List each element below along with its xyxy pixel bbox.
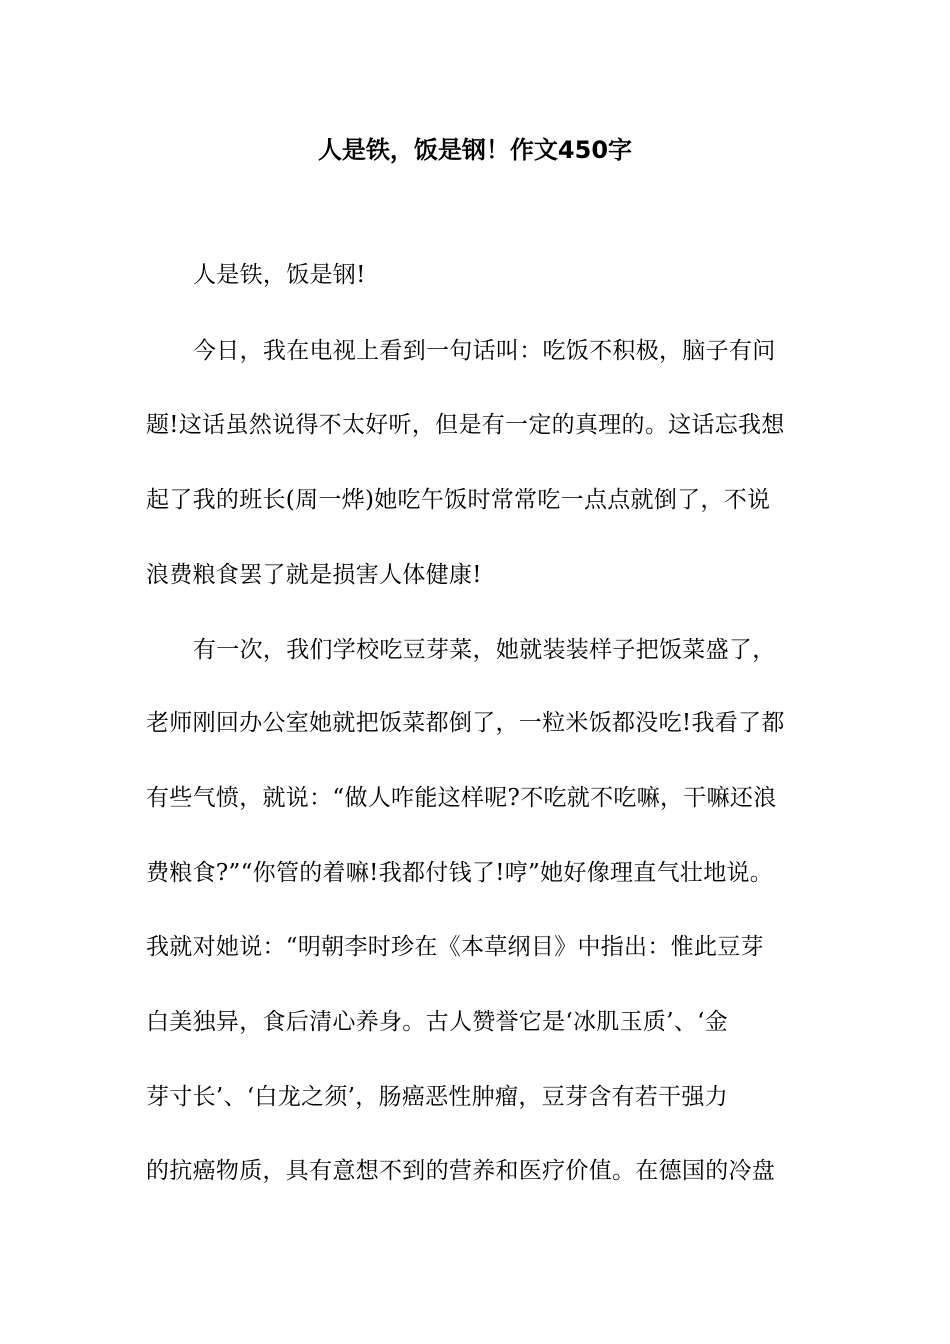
paragraph-line: 起了我的班长(周一烨)她吃午饭时常常吃一点点就倒了，不说 [146, 487, 771, 513]
paragraph-line: 芽寸长’、‘白龙之须’，肠癌恶性肿瘤，豆芽含有若干强力 [146, 1084, 729, 1110]
document-title: 人是铁，饭是钢！作文450字 [317, 136, 633, 164]
paragraph-line: 费粮食?”“你管的着嘛!我都付钱了!哼”她好像理直气壮地说。 [146, 860, 774, 886]
paragraph-line: 浪费粮食罢了就是损害人体健康! [146, 562, 482, 588]
paragraph-line: 我就对她说：“明朝李时珍在《本草纲目》中指出：惟此豆芽 [146, 934, 764, 960]
paragraph-line: 的抗癌物质，具有意想不到的营养和医疗价值。在德国的冷盘 [146, 1158, 776, 1184]
paragraph-line: 有些气愤，就说：“做人咋能这样呢?不吃就不吃嘛，干嘛还浪 [146, 785, 777, 811]
paragraph-line: 白美独异，食后清心养身。古人赞誉它是‘冰肌玉质’、‘金 [146, 1009, 729, 1035]
paragraph-line: 今日，我在电视上看到一句话叫：吃饭不积极，脑子有问 [193, 338, 776, 364]
paragraph-line: 人是铁，饭是钢! [193, 262, 366, 288]
paragraph-line: 老师刚回办公室她就把饭菜都倒了，一粒米饭都没吃!我看了都 [146, 710, 785, 736]
paragraph-line: 题!这话虽然说得不太好听，但是有一定的真理的。这话忘我想 [146, 412, 785, 438]
paragraph-line: 有一次，我们学校吃豆芽菜，她就装装样子把饭菜盛了， [193, 637, 776, 663]
